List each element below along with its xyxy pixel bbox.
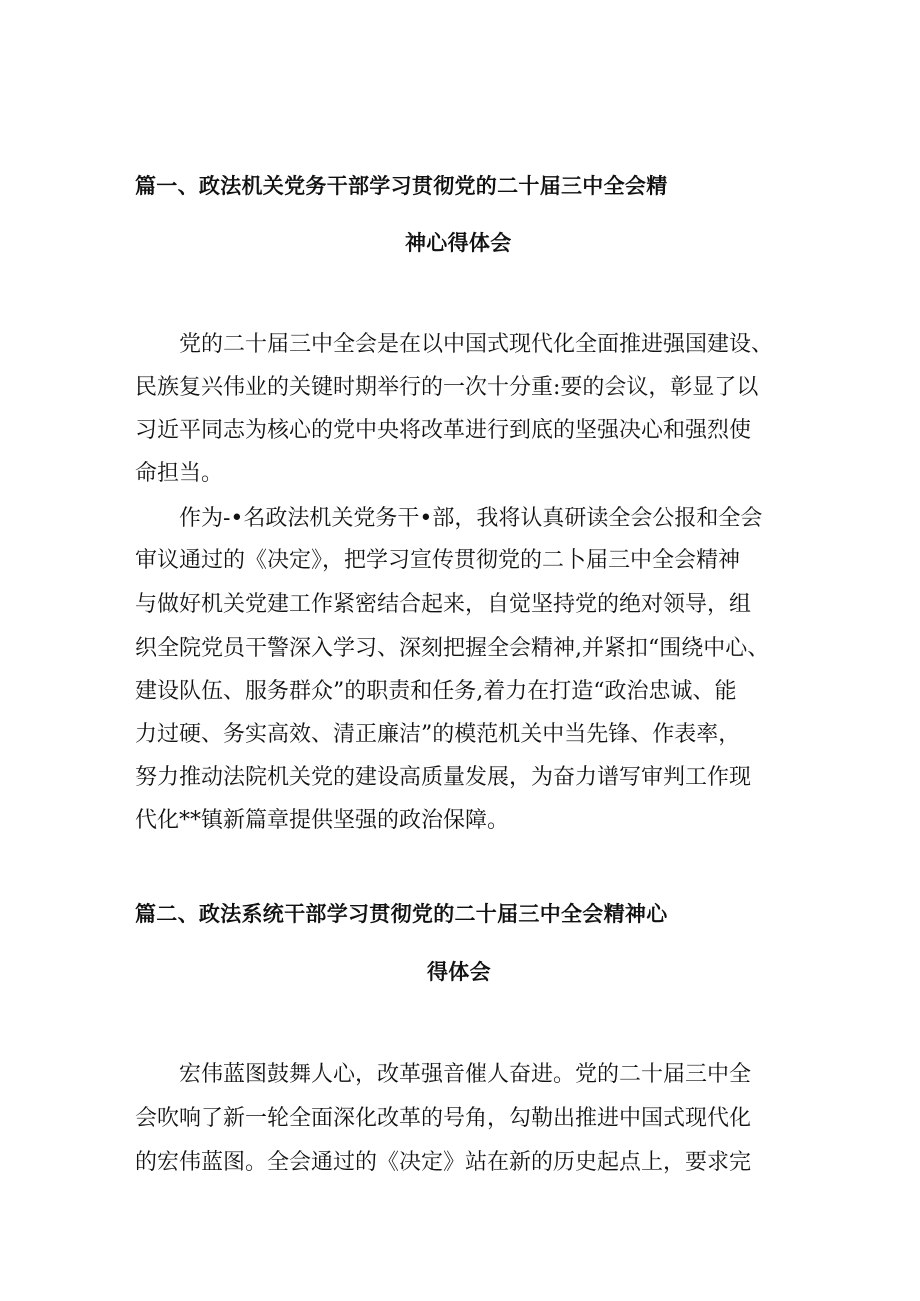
section1-para1-line4: 命担当。	[135, 461, 224, 486]
section1-title-line1: 篇一、政法机关党务干部学习贯彻党的二十届三中全会精	[135, 174, 668, 198]
section1-para2-line8: 代化**镇新篇章提供坚强的政治保障。	[135, 808, 510, 833]
section2-para1-line2: 会吹响了新一轮全面深化改革的号角，勾勒出推进中国式现代化	[135, 1106, 752, 1131]
section2-title-line1: 篇二、政法系统干部学习贯彻党的二十届三中全会精神心	[135, 902, 668, 926]
section2-para1-line3: 的宏伟蓝图。全会通过的《决定》站在新的历史起点上，要求完	[135, 1150, 752, 1175]
section1-para2-line7: 努力推动法院机关党的建设高质量发展，为奋力谱写审判工作现	[135, 765, 752, 790]
section1-para2-line6: 力过硬、务实高效、清正廉洁”的模范机关中当先锋、作表率，	[135, 722, 741, 747]
section1-para1-line3: 习近平同志为核心的党中央将改革进行到底的坚强决心和强烈使	[135, 418, 752, 443]
section1-para2-line5: 建设队伍、服务群众”的职责和任务,着力在打造“政治忠诚、能	[135, 679, 737, 704]
section1-para2-line2: 审议通过的《决定》，把学习宣传贯彻党的二卜届三中全会精神	[135, 548, 741, 573]
section1-para2-line3: 与做好机关党建工作紧密结合起来，自觉坚持党的绝对领导，组	[135, 592, 752, 617]
section1-para1-line1: 党的二十届三中全会是在以中国式现代化全面推进强国建设、	[135, 332, 774, 357]
section2-para1-line1: 宏伟蓝图鼓舞人心，改革强音催人奋进。党的二十届三中全	[135, 1062, 752, 1087]
section1-para1-line2: 民族复兴伟业的关键时期举行的一次十分重:要的会议，彰显了以	[135, 375, 759, 400]
section1-title-line2: 神心得体会	[405, 231, 512, 255]
section1-para2-line1: 作为-•名政法机关党务干•部，我将认真研读全会公报和全会	[135, 506, 763, 531]
section2-title-line2: 得体会	[427, 960, 491, 984]
section1-para2-line4: 织全院党员干警深入学习、深刻把握全会精神,并紧扣“围绕中心、	[135, 636, 770, 661]
